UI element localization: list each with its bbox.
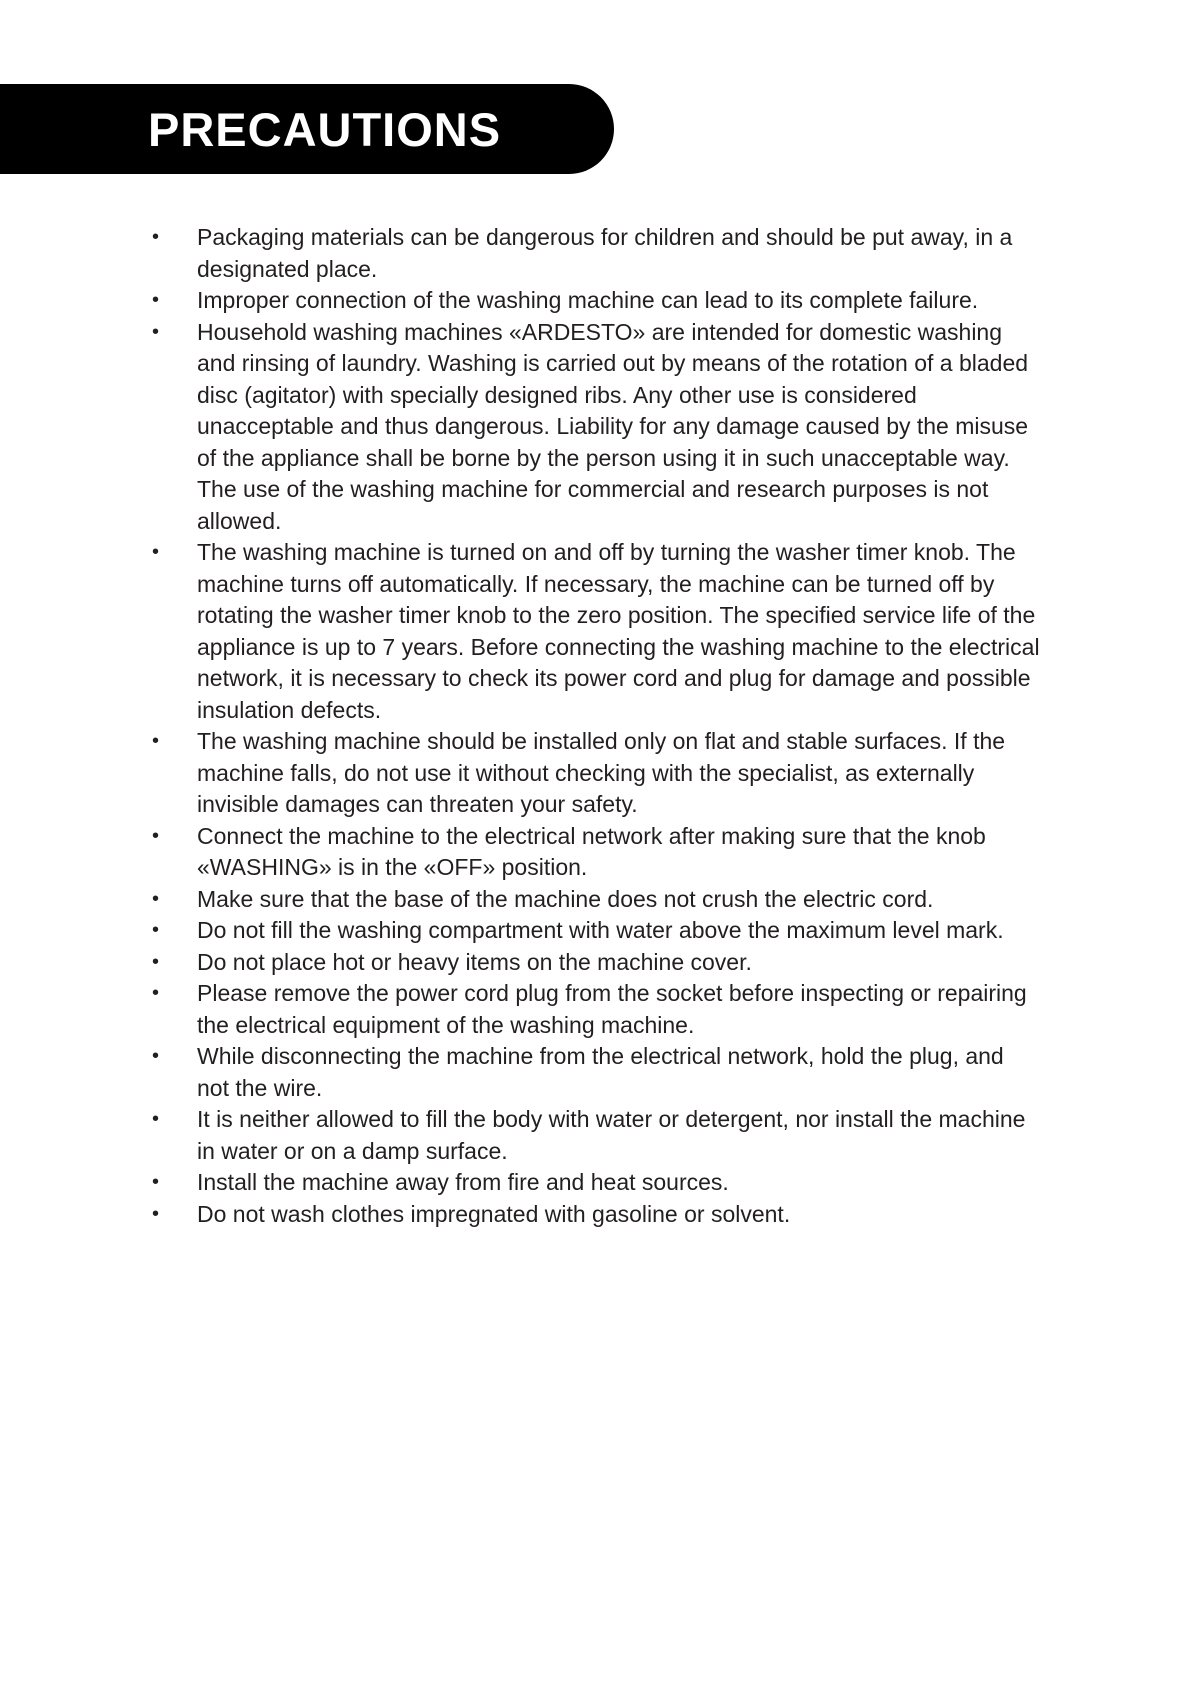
bullet-icon: •: [152, 919, 160, 941]
bullet-icon: •: [152, 320, 160, 343]
list-item: [152, 537, 1042, 726]
bullet-icon: •: [152, 1171, 160, 1193]
list-item: [152, 884, 1042, 916]
list-item-text: Do not place hot or heavy items on the machine cover.: [197, 948, 752, 975]
list-item-text: Do not wash clothes impregnated with gasoline or solvent.: [197, 1200, 791, 1227]
bullet-icon: •: [152, 824, 160, 847]
list-item-text: Please remove the power cord plug from the socket before inspecting or repairing the electrical equipment of the washing machine.: [197, 980, 1027, 1038]
list-item-text: The washing machine is turned on and off by turning the washer timer knob. The machine turns off automatically. If necessary, the machine can be turned off by rotating the washer timer knob to the zero position. The specified service life of the appliance is up to 7 years. Before connecting the washing machine to the electrical network, it is necessary to check its power cord and plug for damage and possible insulation defects.: [197, 539, 1040, 723]
list-item-text: Improper connection of the washing machine can lead to its complete failure.: [197, 287, 979, 313]
list-item: [152, 285, 1042, 317]
precautions-content: [152, 222, 1042, 1230]
list-item: [152, 947, 1042, 979]
list-item: [152, 1199, 1042, 1231]
bullet-icon: •: [152, 541, 160, 563]
bullet-icon: •: [152, 1202, 160, 1225]
bullet-icon: •: [152, 982, 160, 1004]
list-item: [152, 915, 1042, 947]
list-item-text: Connect the machine to the electrical network after making sure that the knob «WASHING» is in the «OFF» position.: [197, 822, 986, 880]
list-item: [152, 978, 1042, 1041]
precautions-list: [152, 222, 1042, 1230]
list-item-text: While disconnecting the machine from the electrical network, hold the plug, and not the wire.: [197, 1043, 1004, 1101]
list-item-text: Make sure that the base of the machine does not crush the electric cord.: [197, 885, 934, 912]
list-item-text: It is neither allowed to fill the body with water or detergent, nor install the machine in water or on a damp surface.: [197, 1106, 1026, 1164]
bullet-icon: •: [152, 1045, 160, 1067]
list-item: [152, 1167, 1042, 1199]
bullet-icon: •: [152, 887, 160, 910]
list-item: [152, 317, 1042, 538]
bullet-icon: •: [152, 226, 160, 248]
bullet-icon: •: [152, 1108, 160, 1130]
list-item-text: Packaging materials can be dangerous for children and should be put away, in a designated place.: [197, 224, 1013, 282]
list-item: [152, 1104, 1042, 1167]
list-item: [152, 726, 1042, 821]
list-item: [152, 222, 1042, 285]
bullet-icon: •: [152, 950, 160, 973]
bullet-icon: •: [152, 289, 160, 311]
precautions-header-badge: [0, 84, 614, 174]
list-item: [152, 1041, 1042, 1104]
list-item-text: Do not fill the washing compartment with water above the maximum level mark.: [197, 917, 1004, 943]
list-item-text: Install the machine away from fire and heat sources.: [197, 1169, 729, 1195]
bullet-icon: •: [152, 730, 160, 752]
page-title: PRECAUTIONS: [148, 102, 502, 156]
list-item: [152, 821, 1042, 884]
list-item-text: The washing machine should be installed only on flat and stable surfaces. If the machine falls, do not use it without checking with the specialist, as externally invisible damages can threaten your safety.: [197, 728, 1006, 817]
list-item-text: Household washing machines «ARDESTO» are intended for domestic washing and rinsing of laundry. Washing is carried out by means of the rotation of a bladed disc (agitator) with specially designed ribs. Any other use is considered unacceptable and thus dangerous. Liability for any damage caused by the misuse of the appliance shall be borne by the person using it in such unacceptable way. The use of the washing machine for commercial and research purposes is not allowed.: [197, 318, 1029, 534]
